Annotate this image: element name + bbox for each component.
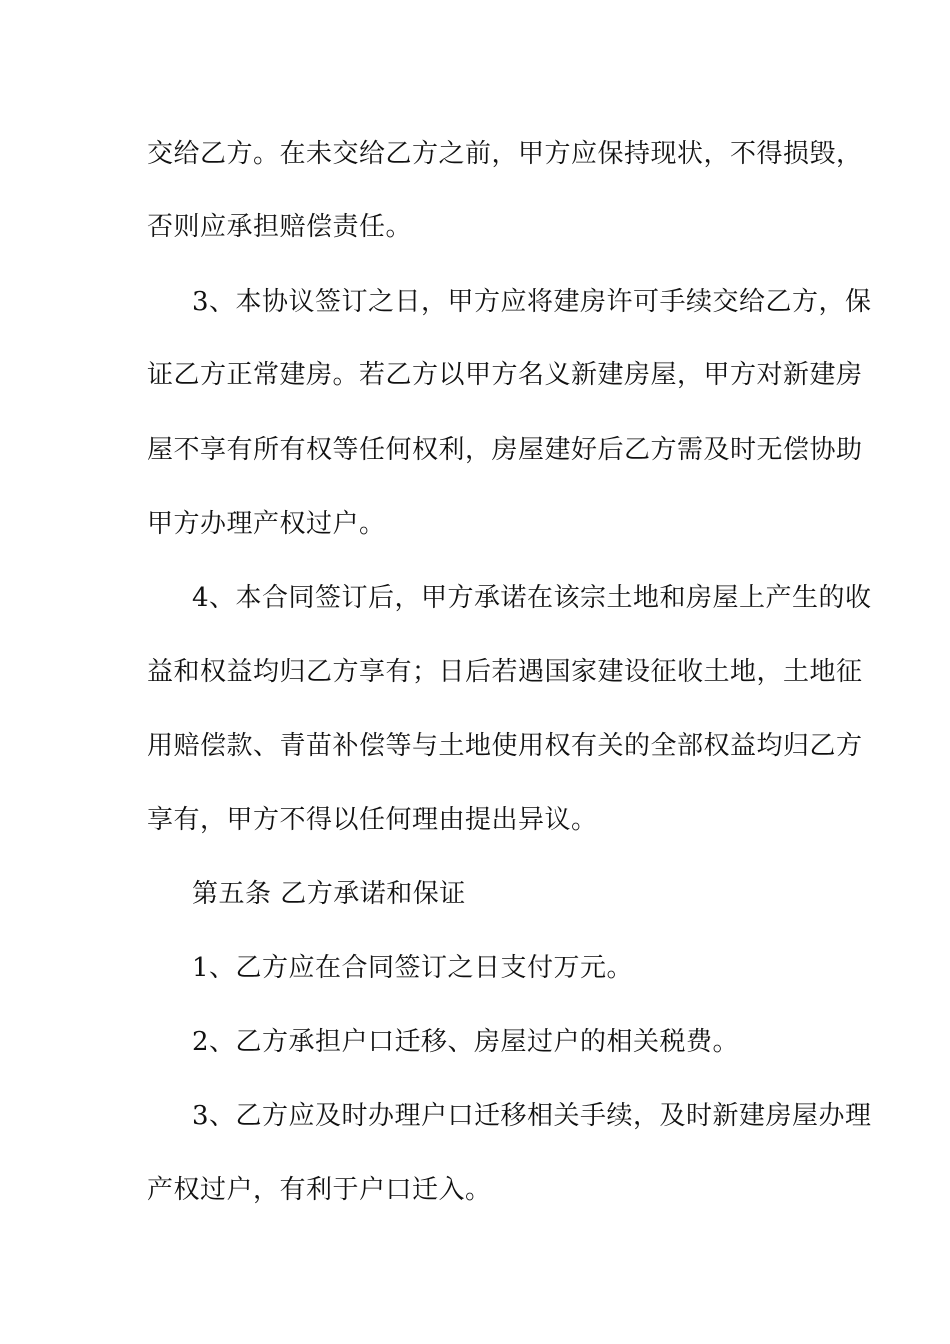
paragraph-line: 产权过户，有利于户口迁入。 [147,1175,492,1205]
section-heading: 第五条 乙方承诺和保证 [192,879,466,909]
paragraph-line: 1、乙方应在合同签订之日支付万元。 [192,953,634,983]
paragraph-line: 用赔偿款、青苗补偿等与土地使用权有关的全部权益均归乙方 [147,731,863,761]
paragraph-line: 3、乙方应及时办理户口迁移相关手续，及时新建房屋办理 [192,1101,872,1131]
paragraph-line: 4、本合同签订后，甲方承诺在该宗土地和房屋上产生的收 [192,583,872,613]
paragraph-line: 证乙方正常建房。若乙方以甲方名义新建房屋，甲方对新建房 [147,360,863,390]
paragraph-line: 益和权益均归乙方享有；日后若遇国家建设征收土地，土地征 [147,657,863,687]
paragraph-line: 否则应承担赔偿责任。 [147,212,413,242]
paragraph-line: 甲方办理产权过户。 [147,509,386,539]
paragraph-line: 3、本协议签订之日，甲方应将建房许可手续交给乙方，保 [192,287,872,317]
paragraph-line: 享有，甲方不得以任何理由提出异议。 [147,805,598,835]
paragraph-line: 2、乙方承担户口迁移、房屋过户的相关税费。 [192,1027,740,1057]
paragraph-line: 交给乙方。在未交给乙方之前，甲方应保持现状，不得损毁， [147,139,863,169]
paragraph-line: 屋不享有所有权等任何权利，房屋建好后乙方需及时无偿协助 [147,435,863,465]
